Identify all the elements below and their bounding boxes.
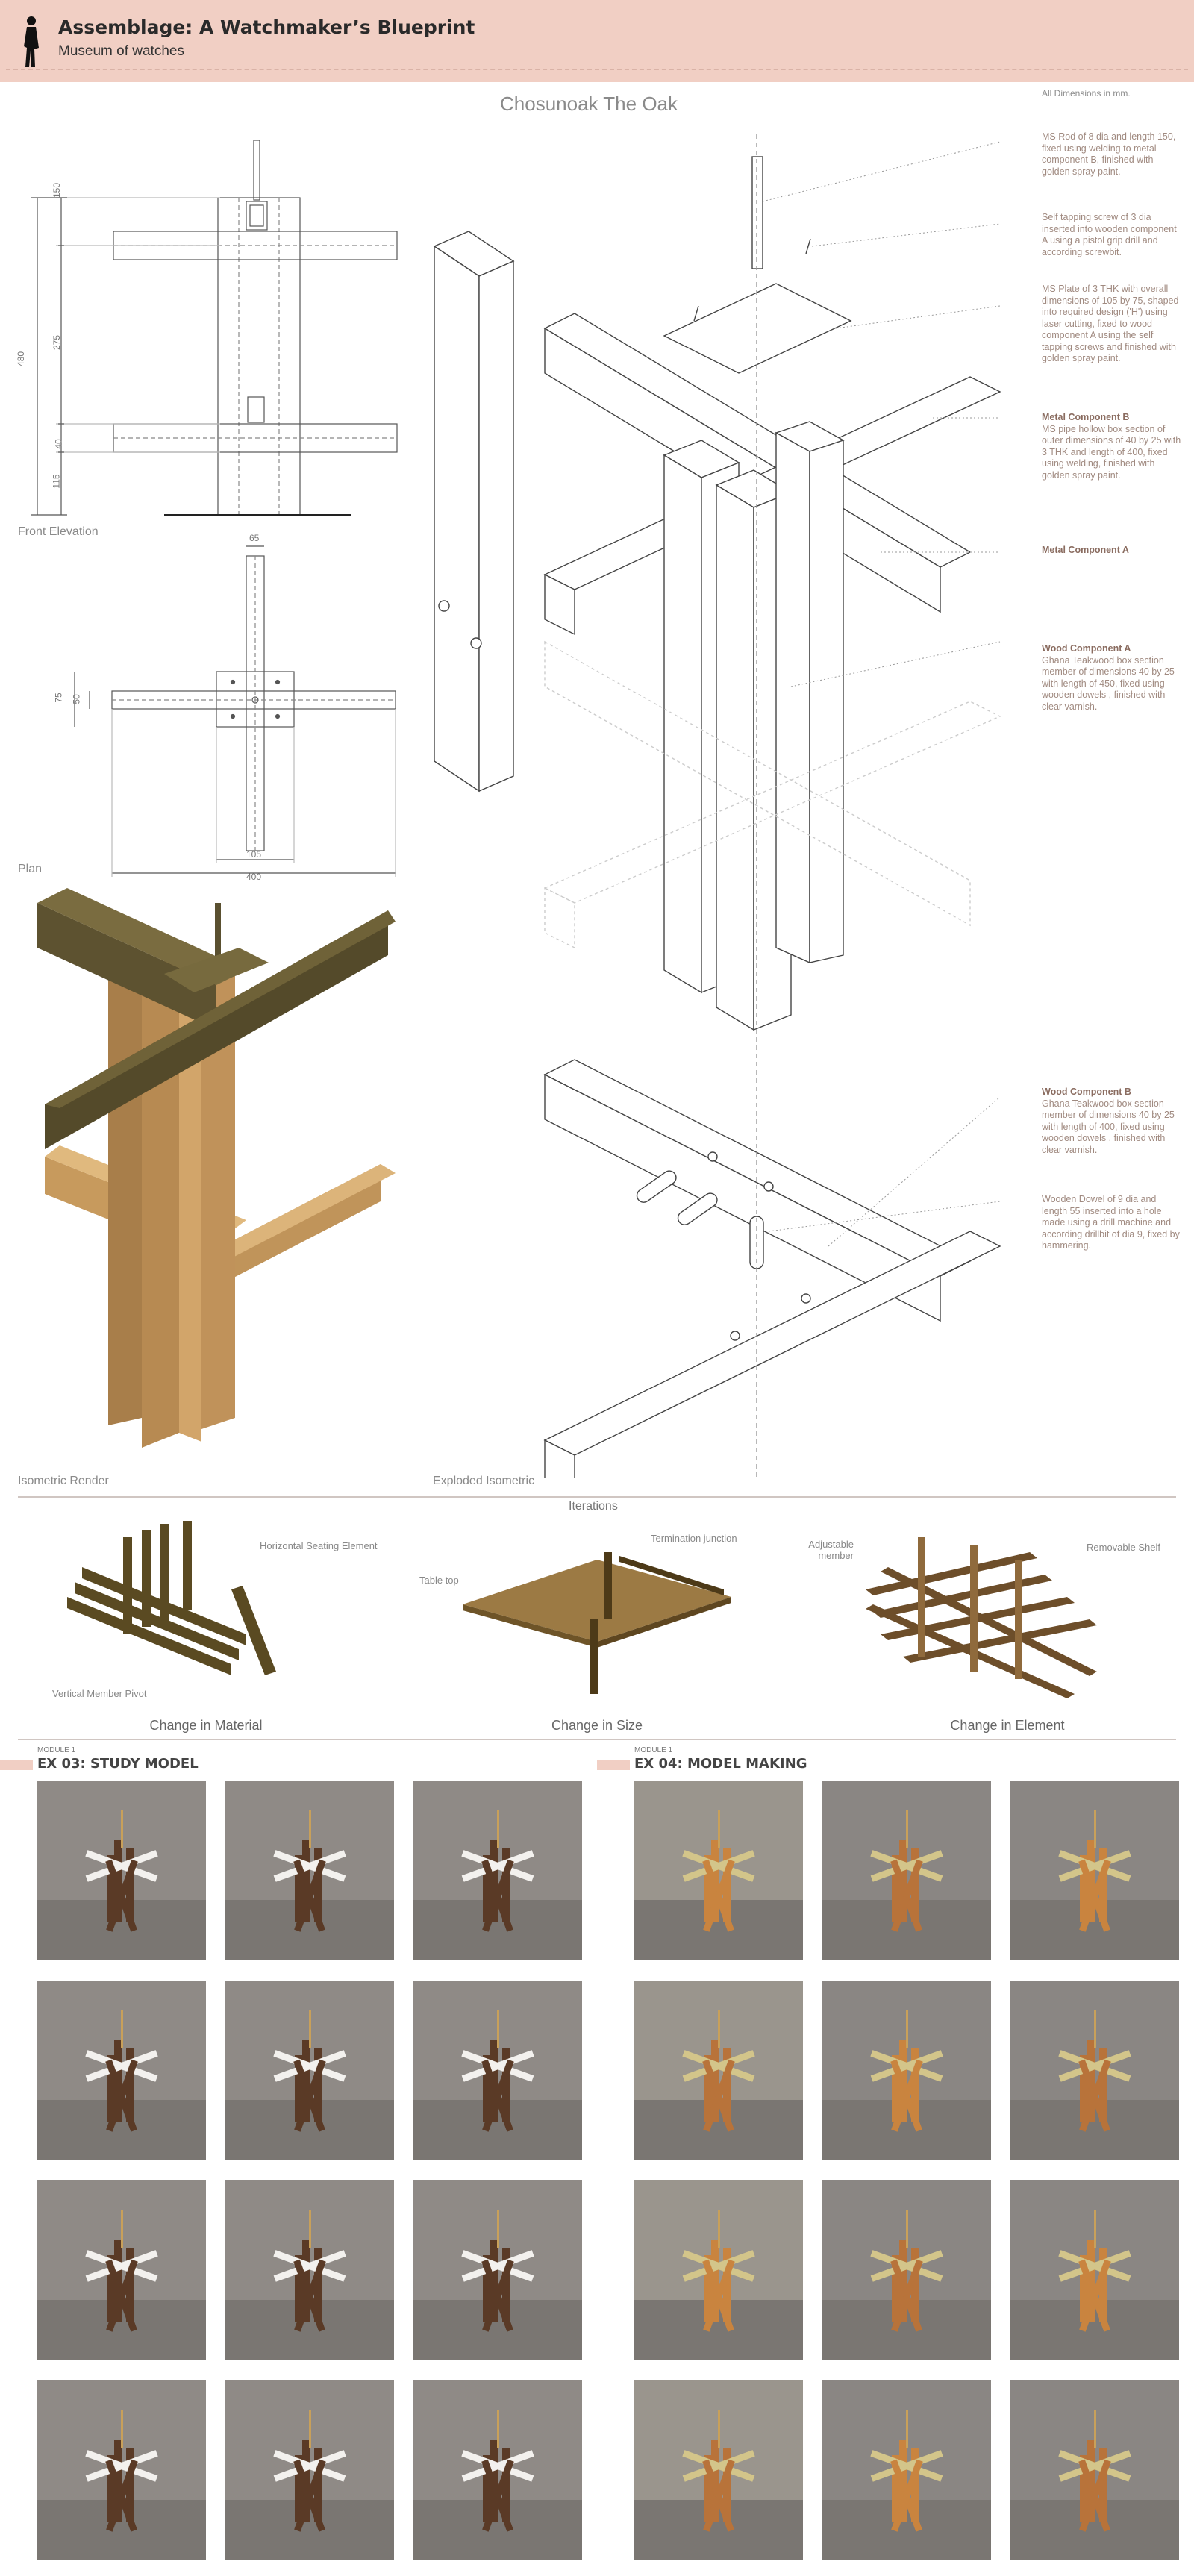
- model-photo: [634, 1781, 803, 1960]
- annotation-metal-component-b: Metal Component B MS pipe hollow box section of outer dimensions of 40 by 25 with 3 THK and length of 400, fixed using welding, finished with golden spray paint.: [1042, 412, 1181, 481]
- ex04-module-label: MODULE 1: [634, 1746, 673, 1754]
- header-divider: [6, 69, 1188, 70]
- dim-275: 275: [51, 334, 63, 351]
- model-photo: [225, 2380, 394, 2560]
- annotation-metal-component-a: Metal Component A: [1042, 545, 1129, 555]
- front-elevation-label: Front Elevation: [18, 525, 99, 538]
- front-elevation-drawing: [15, 127, 418, 530]
- dim-65: 65: [249, 533, 260, 543]
- iteration-note-adjustable-member: Adjustable member: [808, 1539, 854, 1561]
- ex03-accent-bar: [0, 1760, 33, 1770]
- exploded-isometric-label: Exploded Isometric: [433, 1475, 535, 1487]
- plan-drawing: [45, 537, 418, 881]
- iteration-note-horizontal-seating: Horizontal Seating Element: [260, 1540, 378, 1551]
- dim-75: 75: [53, 693, 64, 703]
- dim-40: 40: [53, 439, 64, 449]
- model-photo: [822, 1781, 991, 1960]
- model-photo: [822, 1981, 991, 2160]
- dim-150: 150: [51, 182, 63, 198]
- page-subtitle: Museum of watches: [58, 43, 184, 59]
- annotation-wood-component-b: Wood Component B Ghana Teakwood box section member of dimensions 40 by 25 with length of 400, fixed using wooden dowels , finished with clear varnish.: [1042, 1087, 1175, 1155]
- annotation-ms-plate: MS Plate of 3 THK with overall dimensions of 105 by 75, shaped into required design ('H') using laser cutting, fixed to wood component A using the self tapping screws and finished with golden spray paint.: [1042, 284, 1179, 363]
- sheet-title: Chosunoak The Oak: [500, 93, 678, 115]
- isometric-render-label: Isometric Render: [18, 1475, 109, 1487]
- dim-115: 115: [51, 474, 62, 489]
- model-photo: [225, 2180, 394, 2360]
- iteration-size-model: [455, 1530, 739, 1701]
- iteration-caption-material: Change in Material: [149, 1718, 263, 1733]
- model-photo: [634, 2380, 803, 2560]
- isometric-render: [30, 881, 410, 1478]
- iteration-note-removable-shelf: Removable Shelf: [1087, 1542, 1160, 1553]
- page-title: Assemblage: A Watchmaker’s Blueprint: [58, 16, 475, 38]
- model-photo: [37, 1981, 206, 2160]
- annotation-self-tapping-screw: Self tapping screw of 3 dia inserted into wooden component A using a pistol grip drill and according screwbit.: [1042, 212, 1177, 257]
- annotation-wooden-dowel: Wooden Dowel of 9 dia and length 55 inserted into a hole made using a drill machine and according drillbit of dia 9, fixed by hammering.: [1042, 1194, 1180, 1251]
- iteration-element-model: [858, 1522, 1119, 1701]
- model-photo: [413, 1981, 582, 2160]
- iterations-title: Iterations: [569, 1500, 618, 1513]
- dim-480: 480: [16, 351, 27, 367]
- iteration-note-table-top: Table top: [419, 1575, 459, 1586]
- exploded-isometric-drawing: [418, 134, 1030, 1478]
- ex04-accent-bar: [597, 1760, 630, 1770]
- annotation-ms-rod: MS Rod of 8 dia and length 150, fixed using welding to metal component B, finished with golden spray paint.: [1042, 131, 1176, 177]
- model-photo: [1010, 2380, 1179, 2560]
- dim-105: 105: [246, 849, 262, 860]
- model-photo: [822, 2180, 991, 2360]
- model-photo: [225, 1781, 394, 1960]
- ex04-title: EX 04: MODEL MAKING: [634, 1756, 807, 1772]
- dimensions-note: All Dimensions in mm.: [1042, 88, 1131, 99]
- model-photo: [634, 2180, 803, 2360]
- model-photo: [1010, 2180, 1179, 2360]
- model-photo: [1010, 1981, 1179, 2160]
- model-photo: [37, 2380, 206, 2560]
- model-photo: [37, 1781, 206, 1960]
- iteration-note-termination-junction: Termination junction: [651, 1533, 737, 1544]
- model-photo: [413, 1781, 582, 1960]
- model-photo: [822, 2380, 991, 2560]
- iteration-note-vertical-pivot: Vertical Member Pivot: [52, 1688, 147, 1699]
- dim-50: 50: [71, 694, 82, 704]
- model-photo: [225, 1981, 394, 2160]
- ex03-module-label: MODULE 1: [37, 1746, 76, 1754]
- models-divider: [18, 1739, 1176, 1740]
- annotation-wood-component-a: Wood Component A Ghana Teakwood box section member of dimensions 40 by 25 with length of 450, fixed using wooden dowels , finished with clear varnish.: [1042, 643, 1175, 712]
- iteration-caption-element: Change in Element: [950, 1718, 1065, 1733]
- model-photo: [37, 2180, 206, 2360]
- iterations-divider: [18, 1496, 1176, 1498]
- ex03-title: EX 03: STUDY MODEL: [37, 1756, 199, 1772]
- plan-label: Plan: [18, 863, 43, 875]
- watchmaker-silhouette-icon: [22, 15, 42, 69]
- model-photo: [634, 1981, 803, 2160]
- model-photo: [413, 2380, 582, 2560]
- dim-400: 400: [246, 872, 262, 882]
- model-photo: [413, 2180, 582, 2360]
- model-photo: [1010, 1781, 1179, 1960]
- iteration-caption-size: Change in Size: [551, 1718, 643, 1733]
